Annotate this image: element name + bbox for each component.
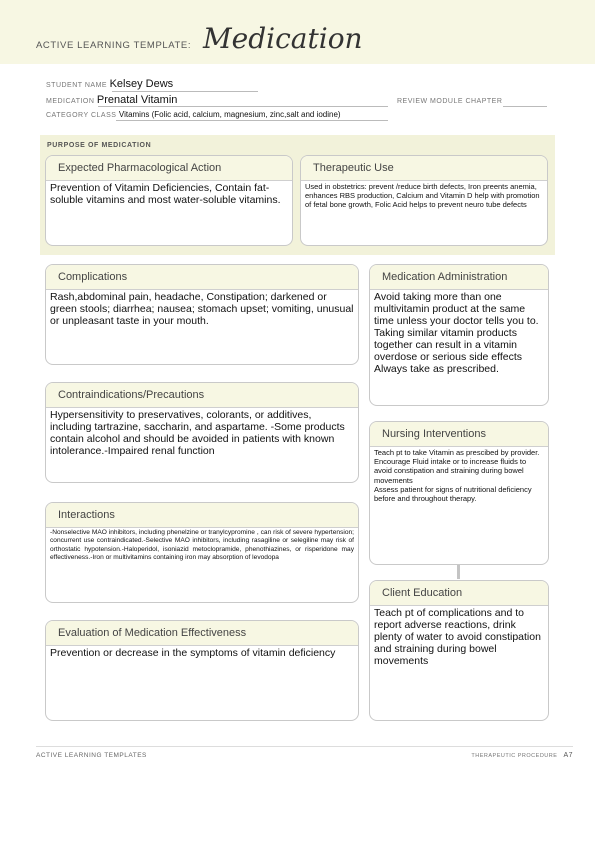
complications-title: Complications — [46, 265, 358, 290]
therapeutic-use-title: Therapeutic Use — [301, 156, 547, 181]
page-number: A7 — [563, 752, 573, 759]
template-label: ACTIVE LEARNING TEMPLATE: — [36, 40, 192, 51]
medication-label: MEDICATION — [46, 98, 95, 105]
nursing-intervention-line[interactable]: Assess patient for signs of nutritional deficiency before and throughout therapy. — [374, 484, 532, 504]
nursing-interventions-content — [374, 448, 544, 503]
client-education-box — [369, 580, 549, 721]
interactions-text[interactable]: -Nonselective MAO inhibitors, including phenelzine or tranylcypromine , can risk of severe hypertension; concurrent use contraindicated.-Selective MAO inhibitors, including rasagiline or selegiline may risk of orthostatic hypotension.-Haloperidol, isoniazid metoclopramide, phenothiazines, or risperidone may effectiveness.-Iron or multivitamins containing iron may absorption of levodopa — [50, 529, 354, 562]
expected-action-title: Expected Pharmacological Action — [46, 156, 292, 181]
medication-administration-content — [374, 291, 544, 375]
expected-action-box — [45, 155, 293, 246]
complications-text[interactable]: Rash,abdominal pain, headache, Constipation; darkened or green stools; diarrhea; nausea; stomach upset; vomiting, unusual or unpleasant taste in your mouth. — [50, 291, 354, 327]
expected-action-text[interactable]: Prevention of Vitamin Deficiencies, Contain fat-soluble vitamins and most water-soluble vitamins. — [50, 182, 281, 206]
evaluation-text[interactable]: Prevention or decrease in the symptoms of vitamin deficiency — [50, 647, 336, 659]
nursing-interventions-title: Nursing Interventions — [370, 422, 548, 447]
complications-box — [45, 264, 359, 365]
evaluation-title: Evaluation of Medication Effectiveness — [46, 621, 358, 646]
student-name-row — [46, 78, 173, 90]
contraindications-title: Contraindications/Precautions — [46, 383, 358, 408]
medication-administration-title: Medication Administration — [370, 265, 548, 290]
nursing-intervention-line[interactable]: Encourage Fluid intake or to increase fluids to avoid constipation and straining during bowel movements — [374, 457, 527, 485]
interactions-title: Interactions — [46, 503, 358, 528]
evaluation-box — [45, 620, 359, 721]
student-name-line — [112, 91, 258, 92]
contraindications-text[interactable]: Hypersensitivity to preservatives, colorants, or additives, including tartrazine, saccharin, and aspartame. -Some products contain alcohol and should be avoided in patients with known intolerance.-Impaired renal function — [50, 409, 345, 457]
section-connector — [457, 565, 460, 579]
nursing-intervention-line[interactable]: Teach pt to take Vitamin as prescibed by provider. — [374, 448, 540, 457]
category-class-line — [116, 120, 388, 121]
medication-line — [98, 106, 388, 107]
footer-rule — [36, 746, 573, 747]
medication-row — [46, 94, 177, 106]
template-title: Medication — [203, 22, 363, 55]
review-module-label: REVIEW MODULE CHAPTER — [397, 98, 503, 105]
medication-administration-box — [369, 264, 549, 406]
footer-section: THERAPEUTIC PROCEDURE — [471, 753, 558, 759]
category-class-label: CATEGORY CLASS — [46, 112, 117, 119]
purpose-label: PURPOSE OF MEDICATION — [47, 142, 152, 149]
interactions-box — [45, 502, 359, 603]
category-class-row — [46, 110, 341, 119]
therapeutic-use-box — [300, 155, 548, 246]
medication-value[interactable]: Prenatal Vitamin — [96, 94, 178, 106]
footer-right — [471, 752, 573, 759]
student-name-value[interactable]: Kelsey Dews — [109, 78, 174, 90]
client-education-title: Client Education — [370, 581, 548, 606]
category-class-value[interactable]: Vitamins (Folic acid, calcium, magnesium, zinc,salt and iodine) — [118, 110, 341, 119]
review-module-line[interactable] — [503, 106, 547, 107]
contraindications-box — [45, 382, 359, 483]
client-education-text[interactable]: Teach pt of complications and to report adverse reactions, drink plenty of water to avoid constipation and straining during bowel movements — [374, 607, 541, 667]
review-module-row — [397, 98, 502, 105]
student-name-label: STUDENT NAME — [46, 82, 108, 89]
footer-left: ACTIVE LEARNING TEMPLATES — [36, 752, 147, 759]
therapeutic-use-text[interactable]: Used in obstetrics: prevent /reduce birth defects, Iron preents anemia, enhances RBS production, Calcium and Vitamin D help with promotion of fetal bone growth, Folic Acid helps to prevent neuro tube defects — [305, 182, 540, 210]
medication-administration-text[interactable]: Avoid taking more than one multivitamin product at the same time unless your doctor tells you to. Taking similar vitamin products together can result in a vitamin overdose or serious side effects — [374, 291, 539, 363]
medication-administration-text2[interactable]: Always take as prescribed. — [374, 363, 499, 375]
nursing-interventions-box — [369, 421, 549, 565]
